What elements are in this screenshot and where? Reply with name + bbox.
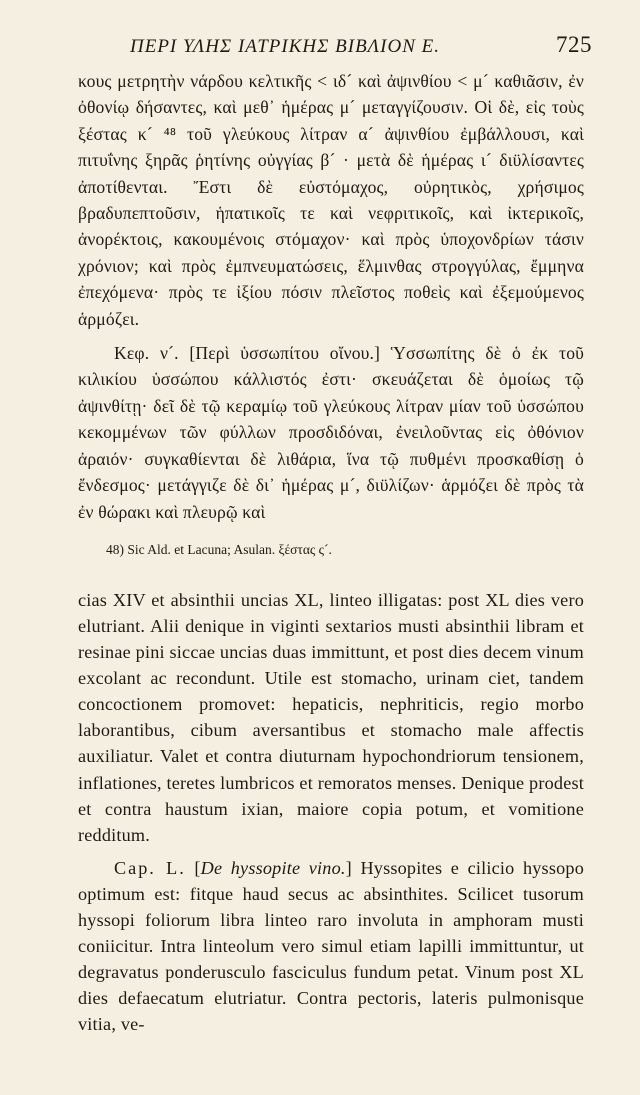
greek-paragraph: κους μετρητὴν νάρδου κελτικῆς < ιδ´ καὶ ἀψινθίου < μ´ καθιᾶσιν, ἐν ὀθονίῳ δήσαντες, καὶ μεθ᾽ ἡμέρας μ´ μεταγγίζουσιν. Οἱ δὲ, εἰς τοὺς ξέστας κ´ ⁴⁸ τοῦ γλεύκους λίτραν α´ ἀψινθίου ἐμβάλλουσι, καὶ πιτυΐνης ξηρᾶς ῥητίνης οὐγγίας β´ · μετὰ δὲ ἡμέρας ι´ διϋλίσαντες ἀποτίθενται. Ἔστι δὲ εὐστόμαχος, οὐρητικὸς, χρήσιμος βραδυπεπτοῦσιν, ἡπατικοῖς τε καὶ νεφριτικοῖς, καὶ ἰκτερικοῖς, ἀνορέκτοις, κακουμένοις στόμαχον· καὶ πρὸς ὑποχονδρίων τάσιν χρόνιον; καὶ πρὸς ἐμπνευματώσεις, ἕλμινθας στρογγύλας, ἔμμηνα ἐπεχόμενα· πρὸς τε ἰξίου πόσιν πλεῖστος ποθεὶς καὶ ἐξεμούμενος ἁρμόζει. (78, 71, 584, 329)
greek-chapter-paragraph: Κεφ. ν´. [Περὶ ὑσσωπίτου οἴνου.] Ὑσσωπίτης δὲ ὁ ἐκ τοῦ κιλικίου ὑσσώπου κάλλιστός ἐστι· σκευάζεται δὲ ὁμοίως τῷ ἀψινθίτῃ· δεῖ δὲ τῷ κεραμίῳ τοῦ γλεύκους λίτραν μίαν τοῦ ὑσσώπου κεκομμένων τῶν φύλλων προσδιδόναι, ἐνειλοῦντας εἰς ὀθόνιον ἀραιόν· συγκαθίενται δὲ λιθάρια, ἵνα τῷ πυθμένι προσκαθίσῃ ὁ ἔνδεσμος· μετάγγιζε δὲ δι᾽ ἡμέρας μ´, διϋλίζων· ἁρμόζει δὲ πρὸς τὰ ἐν θώρακι καὶ πλευρῷ καὶ (78, 343, 584, 522)
close-bracket: ] (345, 857, 352, 878)
running-title: ΠΕΡΙ ΥΛΗΣ ΙΑΤΡΙΚΗΣ ΒΙΒΛΙΟΝ Ε. (130, 36, 440, 57)
footnote: 48) Sic Ald. et Lacuna; Asulan. ξέστας ς´. (106, 541, 332, 557)
open-bracket: [ (194, 857, 201, 878)
latin-chapter-paragraph (78, 855, 584, 1038)
page-number: 725 (556, 32, 592, 57)
chapter-label: Cap. L. (114, 857, 186, 878)
latin-paragraph: cias XIV et absinthii uncias XL, linteo illigatas: post XL dies vero elutriant. Alii denique in viginti sextarios musti absinthii libram et resinae pini siccae uncias duas immittunt, et post dies decem vinum excolant ac recondunt. Utile est stomacho, urinam ciet, tandem concoctionem promovet: hepaticis, nephriticis, regio morbo laborantibus, cibum aversantibus et stomacho male affectis auxiliatur. Valet et contra diuturnam hypochondriorum tensionem, inflationes, teretes lumbricos et remoratos menses. Denique prodest et contra haustum ixian, maiore copia potum, et vomitione redditum. (78, 589, 584, 845)
page-header (78, 28, 592, 62)
latin-text-block (78, 587, 584, 1038)
latin-chapter-text: Hyssopites e cilicio hyssopo optimum est: fitque haud secus ac absinthites. Scilicet tusorum hyssopi foliorum libra linteo raro involuta in amphoram musti coniicitur. Intra linteolum vero simul etiam lapilli immittuntur, ut degravatus ponderusculo fasciculus fundum petat. Vinum post XL dies defaecatum elutriatur. Contra pectoris, lateris pulmonisque vitia, ve- (78, 857, 584, 1035)
greek-text-block (78, 68, 584, 525)
chapter-title: De hyssopite vino. (200, 857, 346, 878)
